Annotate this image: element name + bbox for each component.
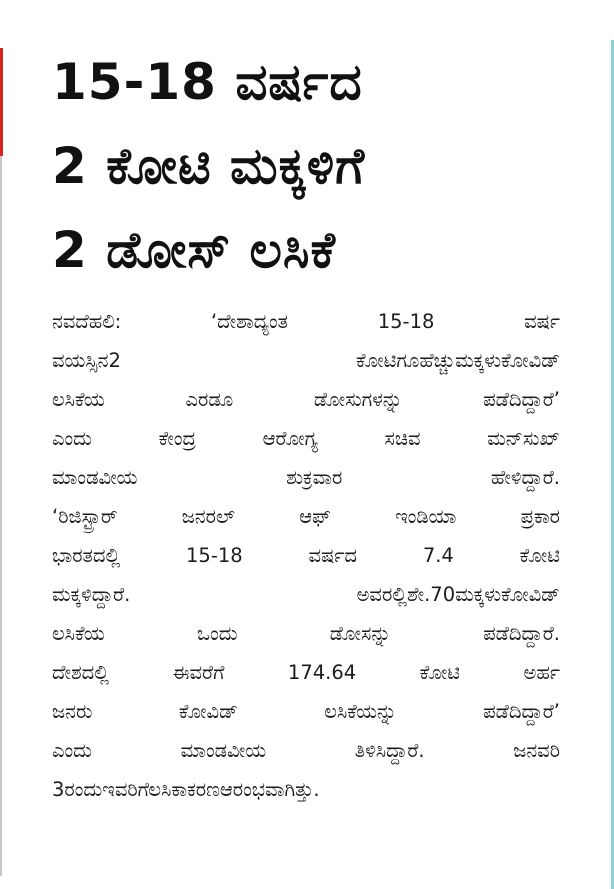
news-article	[52, 40, 560, 809]
headline-line-2: 2 ಕೋಟಿ ಮಕ್ಕಳಿಗೆ	[52, 137, 366, 195]
body-line-2: ವಯಸ್ಸಿನ2 ಕೋಟಿಗೂಹೆಚ್ಚುಮಕ್ಕಳುಕೋವಿಡ್	[52, 349, 560, 372]
headline-line-1: 15-18 ವರ್ಷದ	[52, 53, 363, 111]
article-headline	[52, 40, 560, 292]
body-line-10: ದೇಶದಲ್ಲಿ ಈವರೆಗೆ 174.64 ಕೋಟಿ ಅರ್ಹ	[52, 661, 560, 684]
headline-line-3: 2 ಡೋಸ್ ಲಸಿಕೆ	[52, 221, 336, 279]
body-line-9: ಲಸಿಕೆಯ ಒಂದು ಡೋಸನ್ನು ಪಡೆದಿದ್ದಾರೆ.	[52, 622, 560, 645]
body-line-7: ಭಾರತದಲ್ಲಿ 15-18 ವರ್ಷದ 7.4 ಕೋಟಿ	[52, 544, 560, 567]
body-line-6: ‘ರಿಜಿಸ್ಟ್ರಾರ್ ಜನರಲ್ ಆಫ್ ಇಂಡಿಯಾ ಪ್ರಕಾರ	[52, 505, 560, 528]
body-line-11: ಜನರು ಕೋವಿಡ್ ಲಸಿಕೆಯನ್ನು ಪಡೆದಿದ್ದಾರೆ’	[52, 700, 560, 723]
body-line-12: ಎಂದು ಮಾಂಡವೀಯ ತಿಳಿಸಿದ್ದಾರೆ. ಜನವರಿ	[52, 739, 560, 762]
body-line-13: 3ರಂದುಇವರಿಗೆಲಸಿಕಾಕರಣಆರಂಭವಾಗಿತ್ತು.	[52, 778, 320, 801]
body-line-5: ಮಾಂಡವೀಯ ಶುಕ್ರವಾರ ಹೇಳಿದ್ದಾರೆ.	[52, 466, 560, 489]
body-line-1: ನವದೆಹಲಿ: ‘ದೇಶಾದ್ಯಂತ 15-18 ವರ್ಷ	[52, 310, 560, 333]
left-column-rule	[0, 156, 2, 876]
body-line-8: ಮಕ್ಕಳಿದ್ದಾರೆ. ಅವರಲ್ಲಿಶೇ.70ಮಕ್ಕಳುಕೋವಿಡ್	[52, 583, 560, 606]
body-line-4: ಎಂದು ಕೇಂದ್ರ ಆರೋಗ್ಯ ಸಚಿವ ಮನ್‌ಸುಖ್	[52, 427, 560, 450]
article-body	[52, 302, 560, 809]
left-red-rule	[0, 48, 3, 156]
body-line-3: ಲಸಿಕೆಯ ಎರಡೂ ಡೋಸುಗಳನ್ನು ಪಡೆದಿದ್ದಾರೆ’	[52, 388, 560, 411]
